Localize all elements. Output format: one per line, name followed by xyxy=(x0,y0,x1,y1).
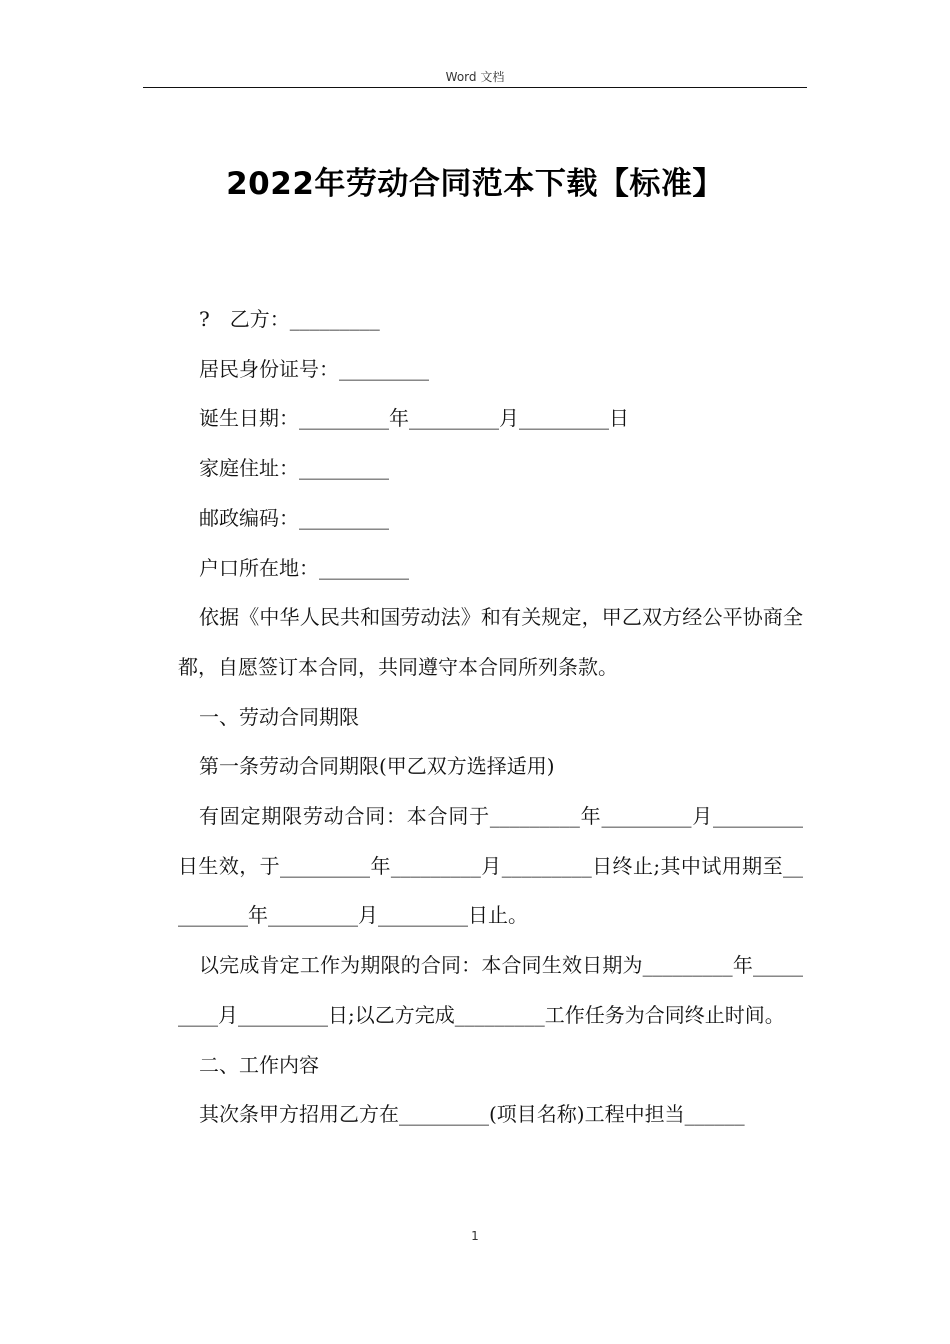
header-divider xyxy=(143,87,807,88)
paragraph-home-address: 家庭住址：_________ xyxy=(199,456,389,481)
paragraph-preamble: 依据《中华人民共和国劳动法》和有关规定，甲乙双方经公平协商全都，自愿签订本合同，共同遵守本合同所列条款。 xyxy=(178,605,803,679)
paragraph-article-2: 其次条甲方招用乙方在_________(项目名称)工程中担当______ xyxy=(199,1102,745,1127)
page-number: 1 xyxy=(471,1229,479,1243)
section-heading-contract-term: 一、劳动合同期限 xyxy=(199,704,359,729)
section-heading-work-content: 二、工作内容 xyxy=(199,1052,319,1077)
page-header-text: Word 文档 xyxy=(445,70,505,84)
article-1-heading: 第一条劳动合同期限(甲乙双方选择适用) xyxy=(199,754,555,779)
paragraph-postal-code: 邮政编码：_________ xyxy=(199,505,389,530)
paragraph-fixed-term: 有固定期限劳动合同：本合同于_________年_________月_________日生效，于_________年_________月_________日终止;其中试用期至_________年_________月_________日止。 xyxy=(178,804,803,928)
paragraph-birth-date: 诞生日期：_________年_________月_________日 xyxy=(199,406,629,431)
paragraph-household-registration: 户口所在地：_________ xyxy=(199,555,409,580)
document-body xyxy=(178,295,803,1140)
paragraph-task-term: 以完成肯定工作为期限的合同：本合同生效日期为_________年_________月_________日;以乙方完成_________工作任务为合同终止时间。 xyxy=(178,953,803,1027)
document-title: 2022年劳动合同范本下载【标准】 xyxy=(226,166,724,202)
paragraph-party-b: ? 乙方：_________ xyxy=(199,307,380,331)
paragraph-id-number: 居民身份证号：_________ xyxy=(199,356,429,381)
